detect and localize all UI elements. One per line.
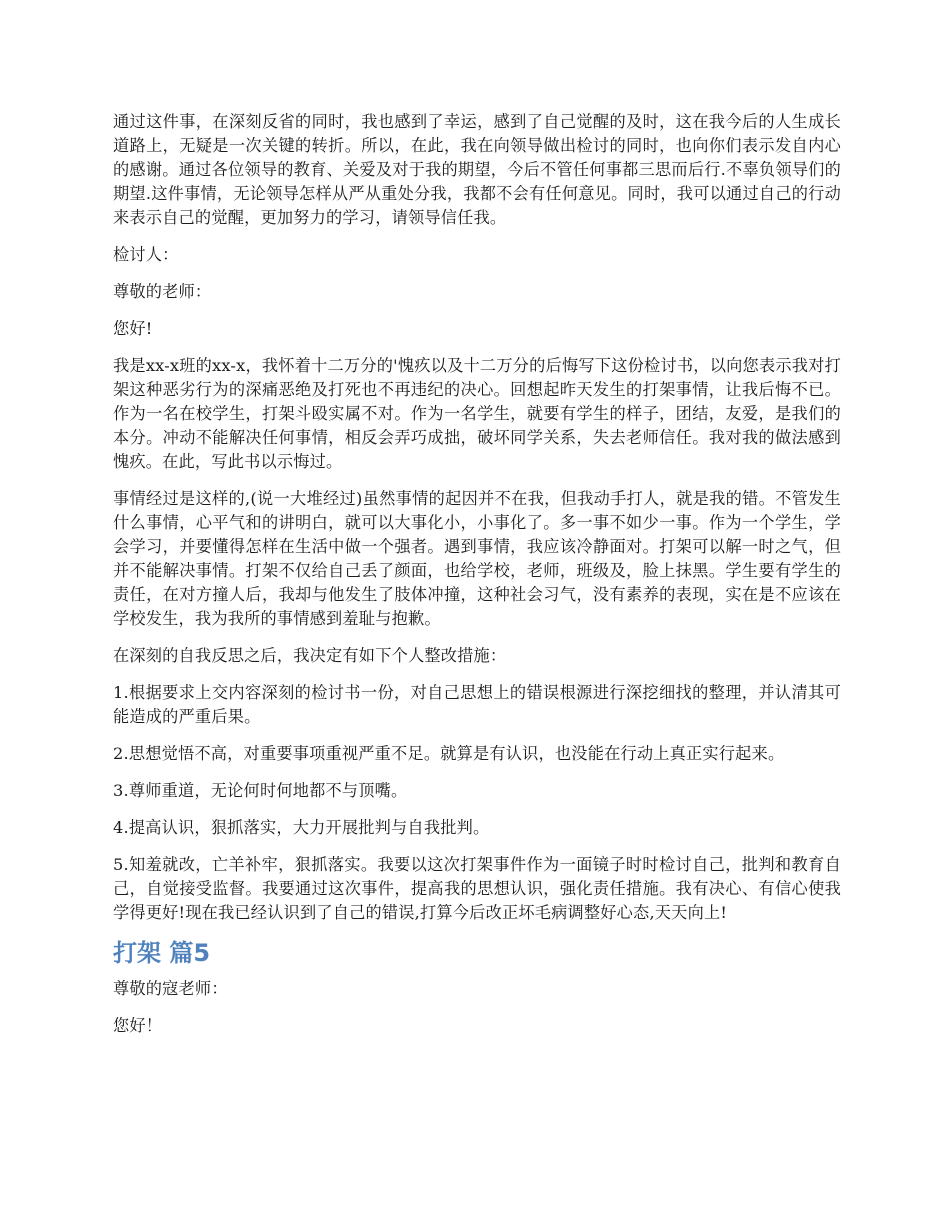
paragraph-salutation-2: 尊敬的寇老师： — [113, 979, 228, 998]
section-heading: 打架 篇5 — [113, 939, 211, 967]
paragraph-greeting: 您好! — [113, 319, 153, 338]
list-item-measure-4: 4.提高认识，狠抓落实，大力开展批判与自我批判。 — [113, 818, 490, 837]
list-item-measure-1: 1.根据要求上交内容深刻的检讨书一份，对自己思想上的错误根源进行深挖细找的整理，并认清其可能造成的严重后果。 — [113, 683, 841, 726]
paragraph-measures-intro: 在深刻的自我反思之后，我决定有如下个人整改措施： — [113, 646, 507, 665]
list-item-measure-2: 2.思想觉悟不高，对重要事项重视严重不足。就算是有认识，也没能在行动上真正实行起来。 — [113, 744, 785, 763]
paragraph-greeting-2: 您好！ — [113, 1016, 163, 1035]
paragraph-salutation: 尊敬的老师： — [113, 282, 212, 301]
document-page — [113, 110, 841, 1051]
list-item-measure-3: 3.尊师重道，无论何时何地都不与顶嘴。 — [113, 781, 408, 800]
paragraph-intro: 我是xx-x班的xx-x，我怀着十二万分的'愧疚以及十二万分的后悔写下这份检讨书，以向您表示我对打架这种恶劣行为的深痛恶绝及打死也不再违纪的决心。回想起昨天发生的打架事情，让我后悔不已。作为一名在校学生，打架斗殴实属不对。作为一名学生，就要有学生的样子，团结，友爱，是我们的本分。冲动不能解决任何事情，相反会弄巧成拙，破坏同学关系，失去老师信任。我对我的做法感到愧疚。在此，写此书以示悔过。 — [113, 356, 841, 471]
paragraph-events: 事情经过是这样的,(说一大堆经过)虽然事情的起因并不在我，但我动手打人，就是我的错。不管发生什么事情，心平气和的讲明白，就可以大事化小，小事化了。多一事不如少一事。作为一个学生，学会学习，并要懂得怎样在生活中做一个强者。遇到事情，我应该冷静面对。打架可以解一时之气，但并不能解决事情。打架不仅给自己丢了颜面，也给学校，老师，班级及，脸上抹黑。学生要有学生的责任，在对方撞人后，我却与他发生了肢体冲撞，这种社会习气，没有素养的表现，实在是不应该在学校发生，我为我所的事情感到羞耻与抱歉。 — [113, 489, 841, 628]
list-item-measure-5: 5.知羞就改，亡羊补牢，狠抓落实。我要以这次打架事件作为一面镜子时时检讨自己，批判和教育自己，自觉接受监督。我要通过这次事件，提高我的思想认识，强化责任措施。我有决心、有信心使我学得更好!现在我已经认识到了自己的错误,打算今后改正坏毛病调整好心态,天天向上! — [113, 855, 841, 922]
paragraph-signature: 检讨人： — [113, 245, 179, 264]
paragraph-reflection: 通过这件事，在深刻反省的同时，我也感到了幸运，感到了自己觉醒的及时，这在我今后的人生成长道路上，无疑是一次关键的转折。所以，在此，我在向领导做出检讨的同时，也向你们表示发自内心的感谢。通过各位领导的教育、关爱及对于我的期望，今后不管任何事都三思而后行.不辜负领导们的期望.这件事情，无论领导怎样从严从重处分我，我都不会有任何意见。同时，我可以通过自己的行动来表示自己的觉醒，更加努力的学习，请领导信任我。 — [113, 112, 841, 227]
